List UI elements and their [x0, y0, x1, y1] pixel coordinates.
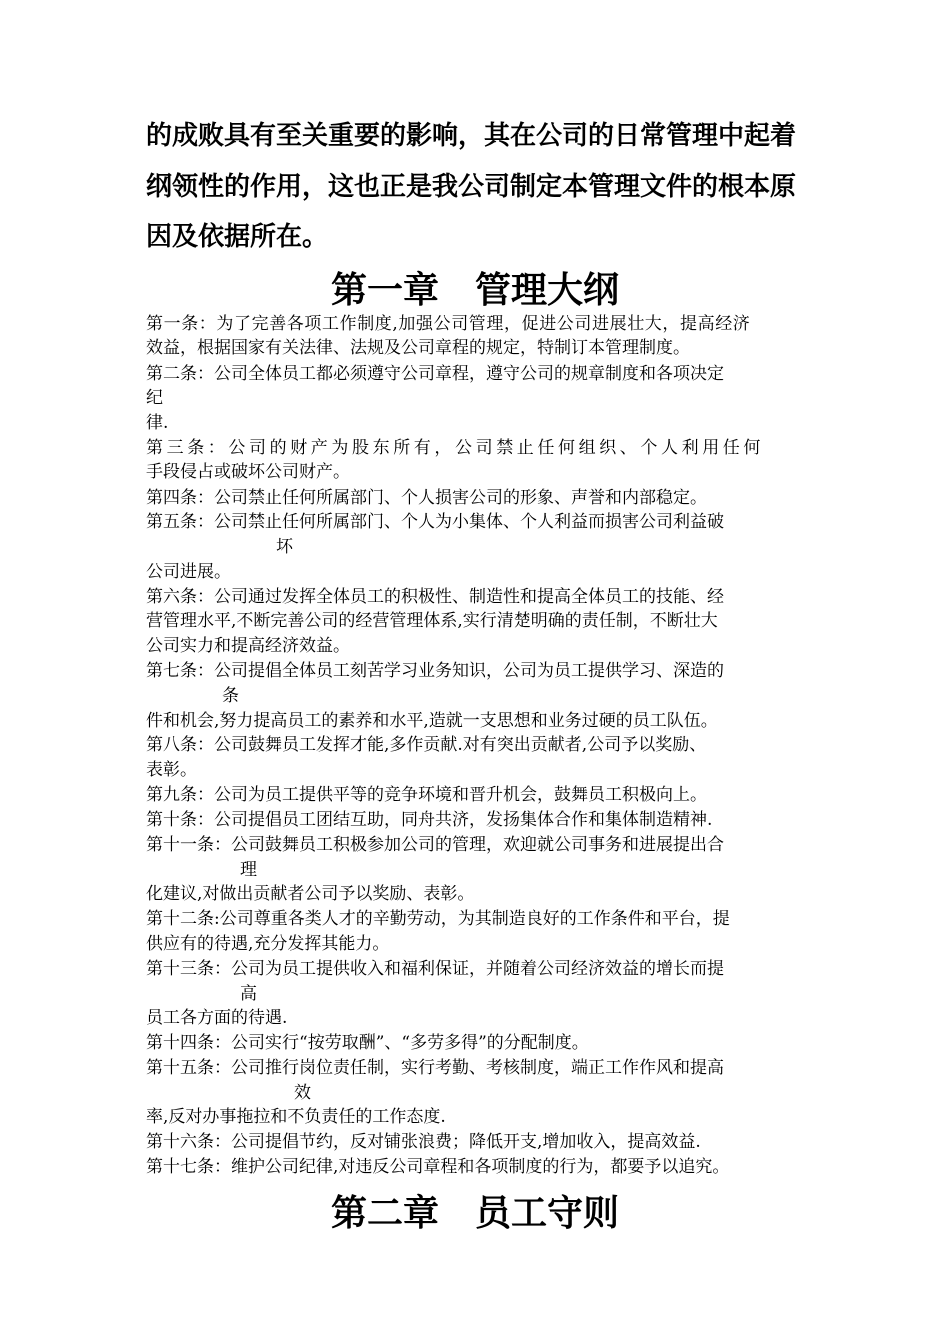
- intro-line-1: 的成败具有至关重要的影响，其在公司的日常管理中起着: [146, 121, 797, 151]
- article-2-wrap: 纪: [146, 388, 163, 408]
- article-17-line-1: 第十七条：维护公司纪律,对违反公司章程和各项制度的行为，都要予以追究。: [146, 1157, 730, 1177]
- article-10-line-1: 第十条：公司提倡员工团结互助，同舟共济，发扬集体合作和集体制造精神.: [146, 810, 713, 830]
- article-6-line-2: 营管理水平,不断完善公司的经营管理体系,实行清楚明确的责任制，不断壮大: [146, 611, 718, 631]
- article-5-wrap: 坏: [276, 537, 293, 557]
- article-6-line-3: 公司实力和提高经济效益。: [146, 636, 350, 656]
- article-11-line-2: 化建议,对做出贡献者公司予以奖励、表彰。: [146, 884, 475, 904]
- article-13-line-2: 员工各方面的待遇.: [146, 1008, 288, 1028]
- article-12-line-1: 第十二条:公司尊重各类人才的辛勤劳动，为其制造良好的工作条件和平台，提: [146, 909, 730, 929]
- article-13-line-1: 第十三条：公司为员工提供收入和福利保证，并随着公司经济效益的增长而提: [146, 959, 724, 979]
- article-15-wrap: 效: [294, 1083, 311, 1103]
- article-7-line-1: 第七条：公司提倡全体员工刻苦学习业务知识，公司为员工提供学习、深造的: [146, 661, 724, 681]
- article-1-line-1: 第一条：为了完善各项工作制度,加强公司管理，促进公司进展壮大，提高经济: [146, 314, 751, 334]
- chapter-1-title: 第一章 管理大纲: [330, 269, 619, 311]
- article-2-line-2: 律.: [146, 413, 169, 433]
- article-3-line-1: 第三条：公司的财产为股东所有，公司禁止任何组织、个人利用任何: [146, 438, 764, 458]
- article-7-wrap: 条: [222, 686, 239, 706]
- article-11-line-1: 第十一条：公司鼓舞员工积极参加公司的管理，欢迎就公司事务和进展提出合: [146, 835, 724, 855]
- article-9-line-1: 第九条：公司为员工提供平等的竞争环境和晋升机会，鼓舞员工积极向上。: [146, 785, 707, 805]
- article-8-line-1: 第八条：公司鼓舞员工发挥才能,多作贡献.对有突出贡献者,公司予以奖励、: [146, 735, 707, 755]
- article-5-line-1: 第五条：公司禁止任何所属部门、个人为小集体、个人利益而损害公司利益破: [146, 512, 724, 532]
- article-12-line-2: 供应有的待遇,充分发挥其能力。: [146, 934, 390, 954]
- article-7-line-2: 件和机会,努力提高员工的素养和水平,造就一支思想和业务过硬的员工队伍。: [146, 711, 718, 731]
- article-1-line-2: 效益，根据国家有关法律、法规及公司章程的规定，特制订本管理制度。: [146, 338, 690, 358]
- article-16-line-1: 第十六条：公司提倡节约，反对铺张浪费；降低开支,增加收入，提高效益.: [146, 1132, 701, 1152]
- article-6-line-1: 第六条：公司通过发挥全体员工的积极性、制造性和提高全体员工的技能、经: [146, 587, 724, 607]
- article-2-line-1: 第二条：公司全体员工都必须遵守公司章程，遵守公司的规章制度和各项决定: [146, 364, 724, 384]
- article-13-wrap: 高: [240, 984, 257, 1004]
- article-4-line-1: 第四条：公司禁止任何所属部门、个人损害公司的形象、声誉和内部稳定。: [146, 488, 707, 508]
- intro-line-2: 纲领性的作用，这也正是我公司制定本管理文件的根本原: [146, 172, 797, 202]
- article-11-wrap: 理: [240, 860, 257, 880]
- intro-line-3: 因及依据所在。: [146, 222, 329, 252]
- article-15-line-2: 率,反对办事拖拉和不负责任的工作态度.: [146, 1107, 446, 1127]
- article-14-line-1: 第十四条：公司实行“按劳取酬”、“多劳多得”的分配制度。: [146, 1033, 589, 1053]
- article-8-line-2: 表彰。: [146, 760, 197, 780]
- chapter-2-title: 第二章 员工守则: [330, 1192, 619, 1234]
- article-15-line-1: 第十五条：公司推行岗位责任制，实行考勤、考核制度，端正工作作风和提高: [146, 1058, 724, 1078]
- article-5-line-2: 公司进展。: [146, 562, 231, 582]
- article-3-line-2: 手段侵占或破坏公司财产。: [146, 462, 350, 482]
